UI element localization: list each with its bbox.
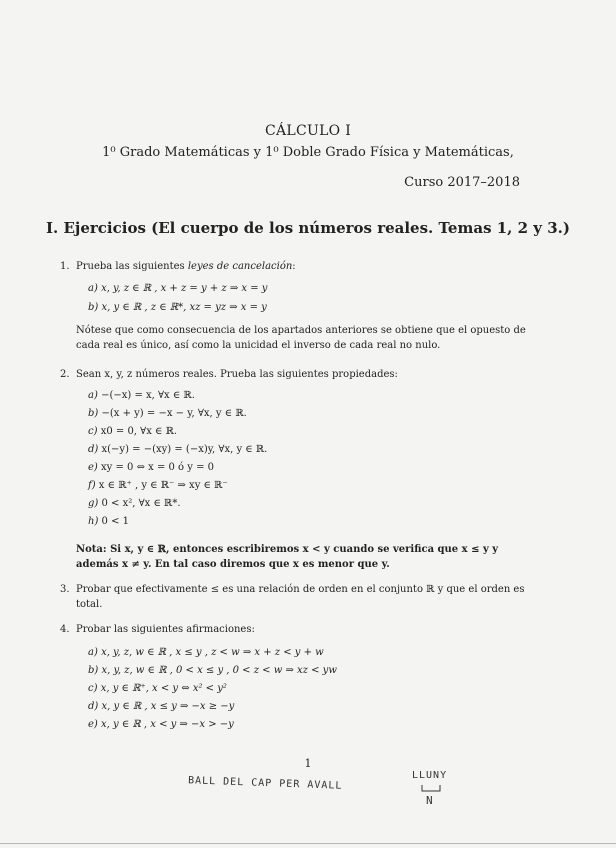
item-label: b) (88, 665, 99, 676)
item-text: x, y ∈ ℝ⁺, x < y ⇔ x² < y² (100, 683, 227, 694)
exercise-2-item (88, 390, 195, 401)
exercise-1-intro-text: Prueba las siguientes (76, 261, 188, 272)
item-text: x, y ∈ ℝ , x < y ⇒ −x > −y (101, 719, 234, 730)
exercise-1-item (88, 302, 267, 313)
item-text: −(x + y) = −x − y, ∀x, y ∈ ℝ. (101, 408, 247, 419)
document-subtitle: 1⁰ Grado Matemáticas y 1⁰ Doble Grado Física y Matemáticas, (102, 145, 514, 160)
course-year: Curso 2017–2018 (404, 175, 520, 190)
item-label: h) (88, 516, 99, 527)
scan-edge-line (0, 843, 616, 844)
item-text: 0 < x², ∀x ∈ ℝ*. (101, 498, 181, 509)
item-label: d) (88, 701, 99, 712)
item-text: x(−y) = −(xy) = (−x)y, ∀x, y ∈ ℝ. (101, 444, 268, 455)
item-label: d) (88, 444, 99, 455)
item-text: x, y, z ∈ ℝ , x + z = y + z ⇒ x = y (101, 283, 268, 294)
exercise-2-item (88, 498, 181, 509)
exercise-1-note-line2: cada real es único, así como la unicidad el inverso de cada real no nulo. (76, 340, 441, 351)
exercise-3-number: 3. (60, 584, 70, 595)
exercise-4-item (88, 647, 324, 658)
exercise-2-nota-line2: además x ≠ y. En tal caso diremos que x es menor que y. (76, 559, 390, 570)
section-title: I. Ejercicios (El cuerpo de los números reales. Temas 1, 2 y 3.) (46, 219, 570, 237)
exercise-3-line1: Probar que efectivamente ≤ es una relación de orden en el conjunto ℝ y que el orden es (76, 584, 525, 595)
item-label: e) (88, 462, 98, 473)
handwritten-note-left: BALL DEL CAP PER AVALL (187, 775, 343, 792)
item-text: x, y, z, w ∈ ℝ , x ≤ y , z < w ⇒ x + z < y + w (101, 647, 324, 658)
exercise-2-item (88, 480, 228, 491)
item-text: 0 < 1 (101, 516, 129, 527)
item-text: x, y ∈ ℝ , x ≤ y ⇒ −x ≥ −y (101, 701, 235, 712)
exercise-2-nota-line1: Nota: Si x, y ∈ ℝ, entonces escribiremos x < y cuando se verifica que x ≤ y y (76, 544, 499, 555)
item-label: a) (88, 390, 98, 401)
exercise-1-intro-italic: leyes de cancelación (187, 261, 293, 272)
document-title: CÁLCULO I (264, 123, 352, 139)
exercise-3-line2: total. (76, 599, 103, 610)
item-text: −(−x) = x, ∀x ∈ ℝ. (101, 390, 195, 401)
item-label: c) (88, 683, 98, 694)
exercise-4-item (88, 665, 337, 676)
item-label: b) (88, 408, 99, 419)
item-label: a) (88, 283, 98, 294)
exercise-2-intro: Sean x, y, z números reales. Prueba las siguientes propiedades: (76, 369, 398, 380)
item-label: c) (88, 426, 98, 437)
handwritten-note-right-top: LLUNY (412, 770, 448, 781)
exercise-2-item (88, 408, 247, 419)
item-text: x ∈ ℝ⁺ , y ∈ ℝ⁻ ⇒ xy ∈ ℝ⁻ (98, 480, 228, 491)
exercise-1-note-line1: Nótese que como consecuencia de los apartados anteriores se obtiene que el opuesto de (76, 325, 526, 336)
exercise-4-number: 4. (60, 624, 70, 635)
exercise-4-item (88, 701, 234, 712)
exercise-4-item (88, 683, 227, 694)
exercise-2-item (88, 426, 177, 437)
exercise-4-intro: Probar las siguientes afirmaciones: (76, 624, 255, 635)
exercise-1-item (88, 283, 267, 294)
item-label: f) (88, 480, 96, 491)
item-label: e) (88, 719, 98, 730)
page-number: 1 (304, 757, 312, 770)
exercise-4-item (88, 719, 234, 730)
exercise-2-item (88, 462, 214, 473)
item-label: a) (88, 647, 98, 658)
item-label: g) (88, 498, 99, 509)
item-text: xy = 0 ⇔ x = 0 ó y = 0 (101, 462, 215, 473)
exercise-2-item (88, 516, 129, 527)
exercise-1-number: 1. (60, 261, 70, 272)
exercise-2-item (88, 444, 267, 455)
exercise-1-intro (76, 261, 296, 272)
exercise-1-intro-colon: : (292, 261, 296, 272)
item-text: x, y ∈ ℝ , z ∈ ℝ*, xz = yz ⇒ x = y (101, 302, 267, 313)
item-label: b) (88, 302, 99, 313)
item-text: x0 = 0, ∀x ∈ ℝ. (100, 426, 178, 437)
item-text: x, y, z, w ∈ ℝ , 0 < x ≤ y , 0 < z < w ⇒ xz < yw (101, 665, 337, 676)
handwritten-note-right-bottom: N (426, 794, 434, 807)
handwritten-bracket-icon (420, 784, 442, 794)
exercise-2-number: 2. (60, 369, 70, 380)
